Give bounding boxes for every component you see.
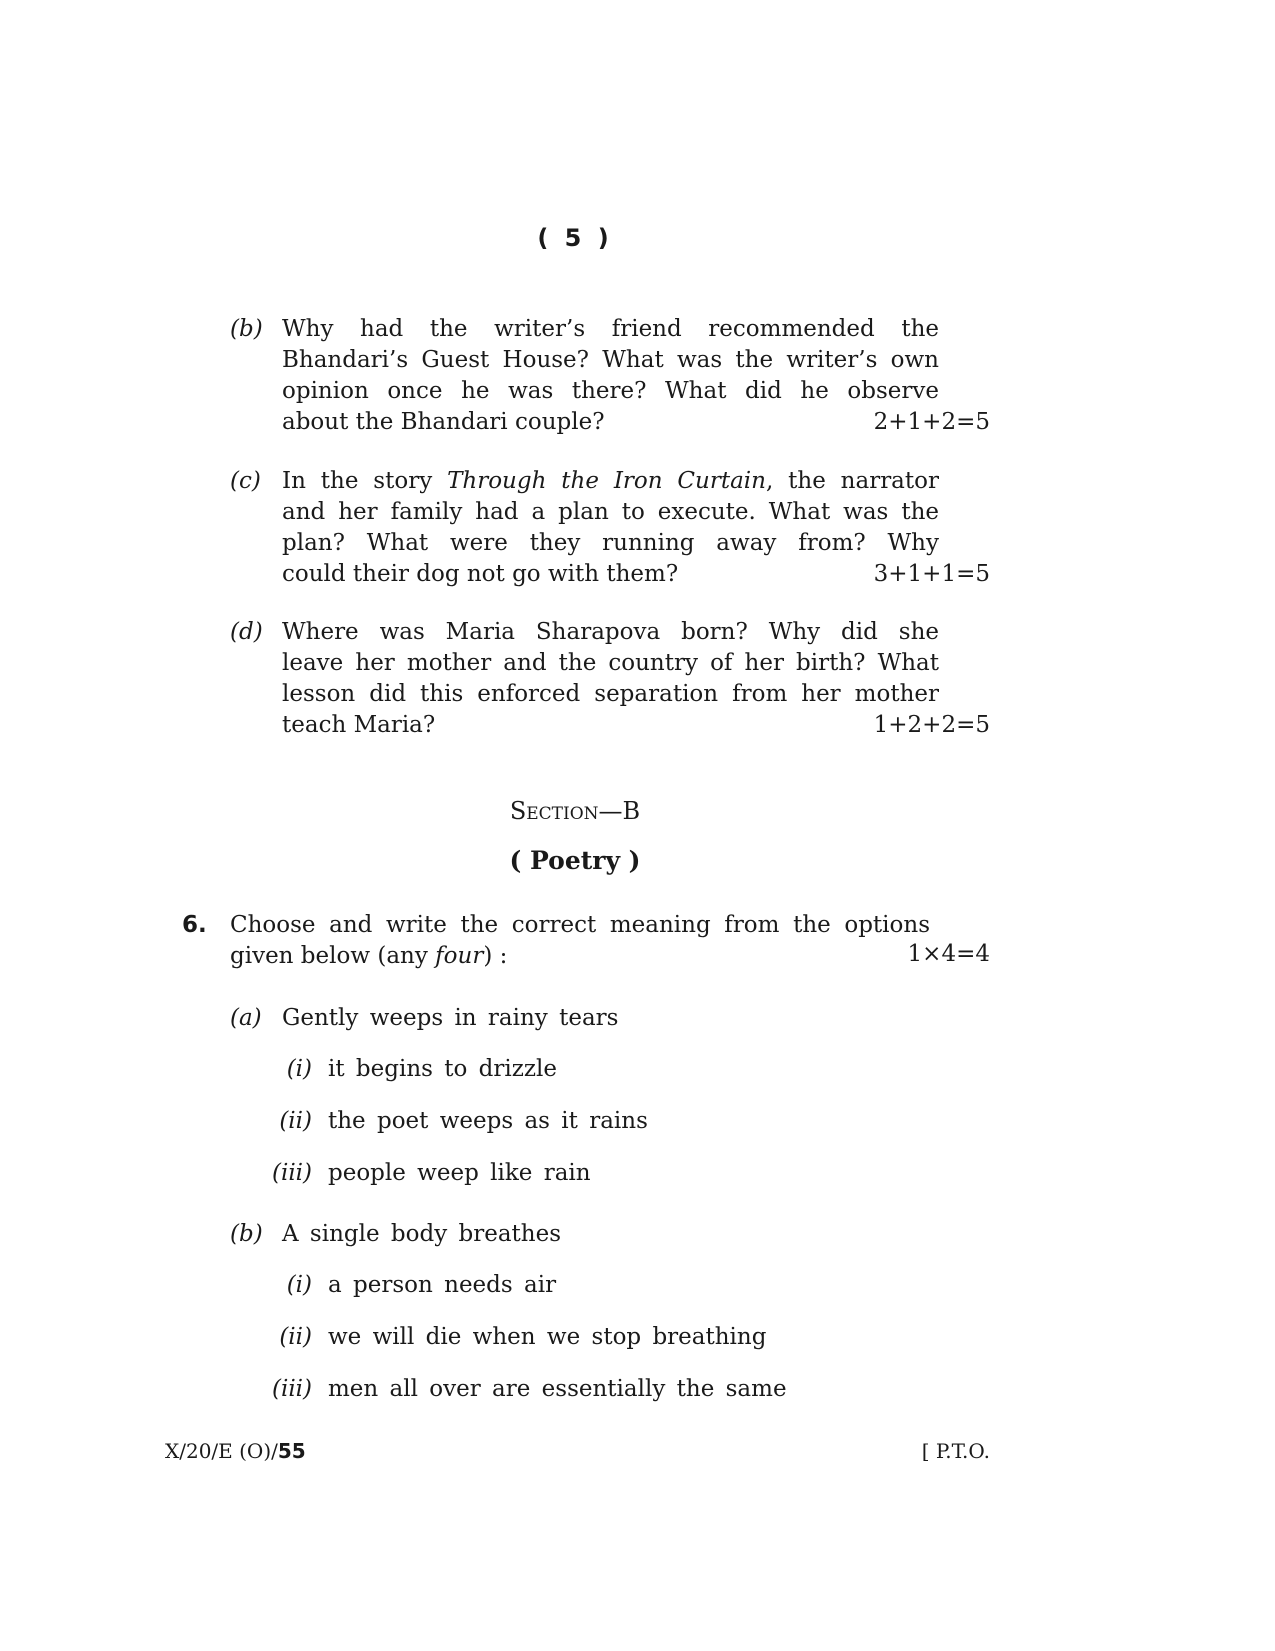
option-label: (ii) [279, 1324, 312, 1350]
marks: 1×4=4 [907, 941, 990, 967]
marks: 3+1+1=5 [873, 561, 990, 587]
question-line: could their dog not go with them? [282, 561, 679, 587]
option-label: (ii) [279, 1108, 312, 1134]
question-number: 6. [182, 912, 207, 938]
option-text: men all over are essentially the same [328, 1376, 787, 1402]
question-line: Bhandari’s Guest House? What was the writer’s own [282, 347, 939, 373]
question-line: and her family had a plan to execute. What was the [282, 499, 939, 525]
question-line: lesson did this enforced separation from her mother [282, 681, 939, 707]
question-5c [230, 466, 990, 590]
marks: 2+1+2=5 [873, 409, 990, 435]
option-text: people weep like rain [328, 1160, 591, 1186]
page-number: ( 5 ) [537, 224, 613, 252]
pto-note: [ P.T.O. [921, 1439, 990, 1463]
question-line: teach Maria? [282, 712, 436, 738]
question-label: (d) [230, 619, 263, 645]
question-text [282, 617, 939, 741]
question-line: plan? What were they running away from? Why [282, 530, 939, 556]
option-text: a person needs air [328, 1272, 557, 1298]
option-label: (i) [286, 1272, 312, 1298]
option-label: (i) [286, 1056, 312, 1082]
part-text: Gently weeps in rainy tears [282, 1005, 619, 1031]
option-label: (iii) [272, 1376, 313, 1402]
question-line: Where was Maria Sharapova born? Why did she [282, 619, 939, 645]
question-line: In the story Through the Iron Curtain, the narrator [282, 468, 939, 494]
question-text [282, 466, 939, 590]
question-line: given below (any four) : [230, 943, 508, 969]
question-6-text [230, 910, 930, 972]
part-text: A single body breathes [282, 1221, 562, 1247]
question-line: about the Bhandari couple? [282, 409, 605, 435]
story-title: Through the Iron Curtain [447, 468, 766, 494]
question-line: leave her mother and the country of her birth? What [282, 650, 939, 676]
option-text: it begins to drizzle [328, 1056, 557, 1082]
question-5b [230, 314, 990, 438]
marks: 1+2+2=5 [873, 712, 990, 738]
option-text: we will die when we stop breathing [328, 1324, 767, 1350]
part-label: (a) [230, 1005, 262, 1031]
question-text [282, 314, 939, 438]
part-label: (b) [230, 1221, 263, 1247]
option-label: (iii) [272, 1160, 313, 1186]
paper-code: X/20/E (O)/55 [165, 1439, 306, 1463]
question-label: (b) [230, 316, 263, 342]
question-line: Why had the writer’s friend recommended the [282, 316, 939, 342]
question-5d [230, 617, 990, 741]
section-subtitle: ( Poetry ) [509, 846, 641, 875]
section-title: Section—B [509, 797, 641, 825]
question-line: Choose and write the correct meaning from the options [230, 912, 930, 938]
question-label: (c) [230, 468, 261, 494]
option-text: the poet weeps as it rains [328, 1108, 648, 1134]
question-line: opinion once he was there? What did he observe [282, 378, 939, 404]
